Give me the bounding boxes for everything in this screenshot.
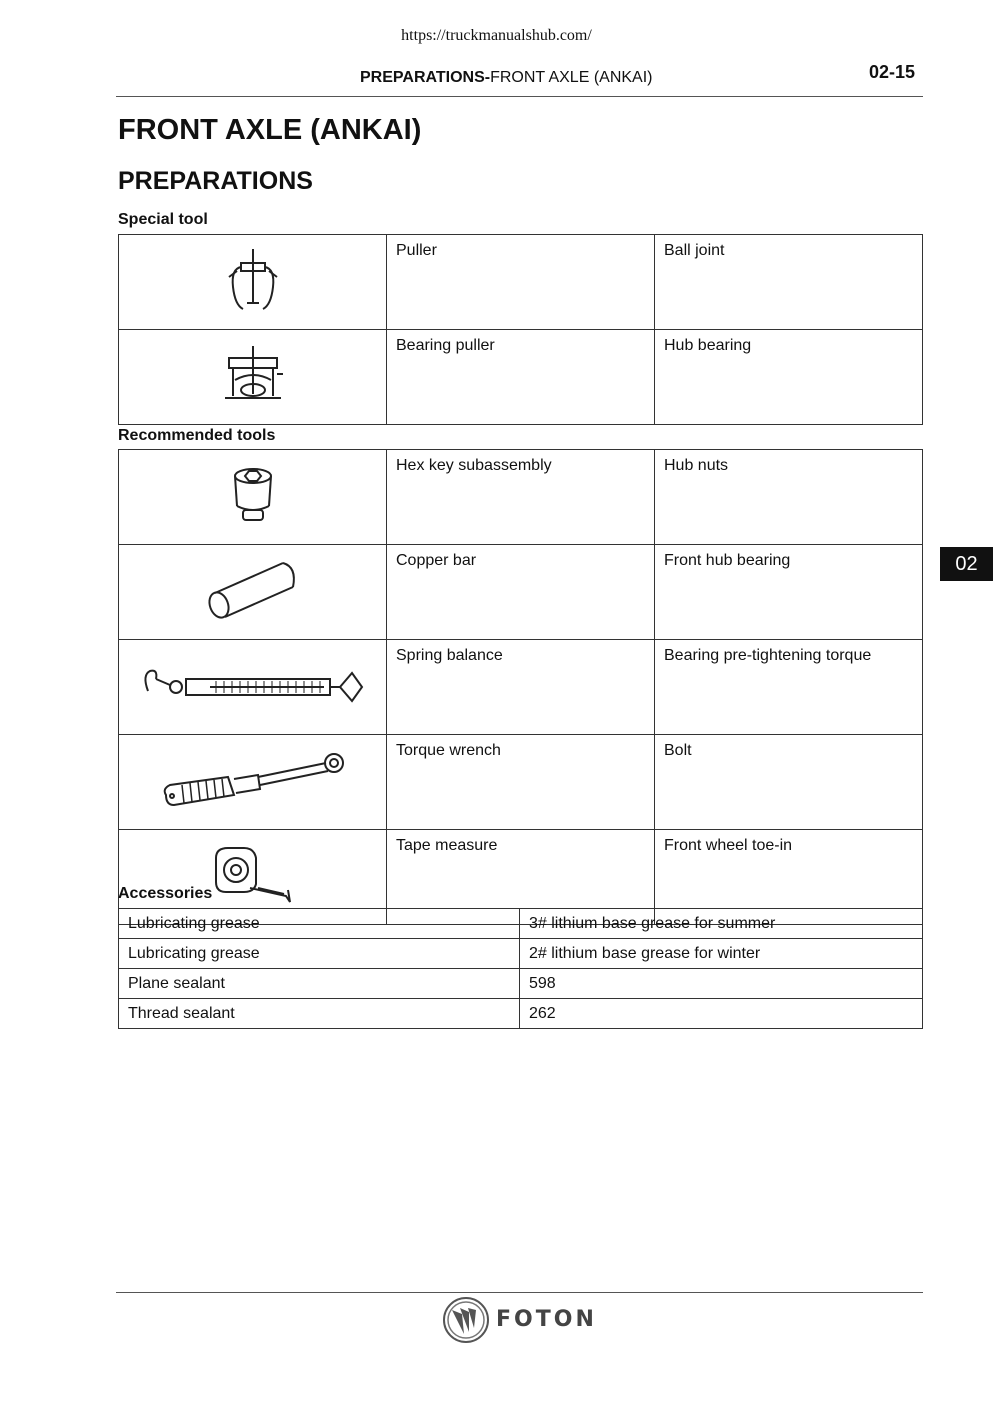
footer-divider	[116, 1292, 923, 1293]
tool-image-cell	[119, 450, 387, 545]
running-header-topic: FRONT AXLE (ANKAI)	[490, 69, 653, 86]
section-title: PREPARATIONS	[118, 167, 313, 195]
table-row	[119, 450, 923, 545]
tool-application: Ball joint	[655, 235, 923, 330]
tool-application: Bolt	[655, 735, 923, 830]
tool-name: Tape measure	[387, 830, 655, 925]
accessory-item: Thread sealant	[119, 999, 520, 1029]
table-row	[119, 235, 923, 330]
tool-name: Spring balance	[387, 640, 655, 735]
accessory-spec: 262	[520, 999, 923, 1029]
recommended-tools-table	[118, 449, 923, 925]
table-row	[119, 545, 923, 640]
page-title: FRONT AXLE (ANKAI)	[118, 114, 422, 146]
accessory-spec: 598	[520, 969, 923, 999]
tool-application: Front hub bearing	[655, 545, 923, 640]
tool-application: Hub bearing	[655, 330, 923, 425]
bearing-puller-icon	[221, 344, 285, 406]
tool-name: Torque wrench	[387, 735, 655, 830]
table-row	[119, 909, 923, 939]
source-url: https://truckmanualshub.com/	[401, 27, 592, 44]
accessories-label: Accessories	[118, 885, 213, 902]
table-row	[119, 640, 923, 735]
tool-image-cell	[119, 735, 387, 830]
header-divider	[116, 96, 923, 97]
tool-name: Puller	[387, 235, 655, 330]
accessory-item: Lubricating grease	[119, 939, 520, 969]
tool-name: Copper bar	[387, 545, 655, 640]
tool-image-cell	[119, 235, 387, 330]
tool-application: Front wheel toe-in	[655, 830, 923, 925]
tool-application: Bearing pre-tightening torque	[655, 640, 923, 735]
hex-socket-icon	[231, 466, 275, 524]
accessory-spec: 3# lithium base grease for summer	[520, 909, 923, 939]
torque-wrench-icon	[158, 749, 348, 811]
tool-application: Hub nuts	[655, 450, 923, 545]
copper-bar-icon	[205, 559, 301, 621]
recommended-tools-label: Recommended tools	[118, 427, 276, 444]
special-tool-table	[118, 234, 923, 425]
running-header	[360, 69, 652, 87]
puller-icon	[223, 247, 283, 313]
tool-name: Hex key subassembly	[387, 450, 655, 545]
spring-balance-icon	[140, 665, 366, 705]
running-header-section: PREPARATIONS-	[360, 69, 491, 86]
foton-logo	[440, 1296, 600, 1346]
table-row	[119, 969, 923, 999]
foton-logo-icon	[442, 1296, 490, 1344]
table-row	[119, 999, 923, 1029]
tool-name: Bearing puller	[387, 330, 655, 425]
accessory-item: Lubricating grease	[119, 909, 520, 939]
logo-wordmark: FOTON	[496, 1307, 597, 1332]
special-tool-label: Special tool	[118, 211, 208, 228]
accessories-table	[118, 908, 923, 1029]
table-row	[119, 330, 923, 425]
tool-image-cell	[119, 330, 387, 425]
page-number: 02-15	[869, 62, 916, 82]
accessory-spec: 2# lithium base grease for winter	[520, 939, 923, 969]
table-row	[119, 939, 923, 969]
tool-image-cell	[119, 545, 387, 640]
table-row	[119, 735, 923, 830]
chapter-tab: 02	[940, 547, 993, 581]
tape-measure-icon	[210, 844, 296, 906]
accessory-item: Plane sealant	[119, 969, 520, 999]
tool-image-cell	[119, 640, 387, 735]
